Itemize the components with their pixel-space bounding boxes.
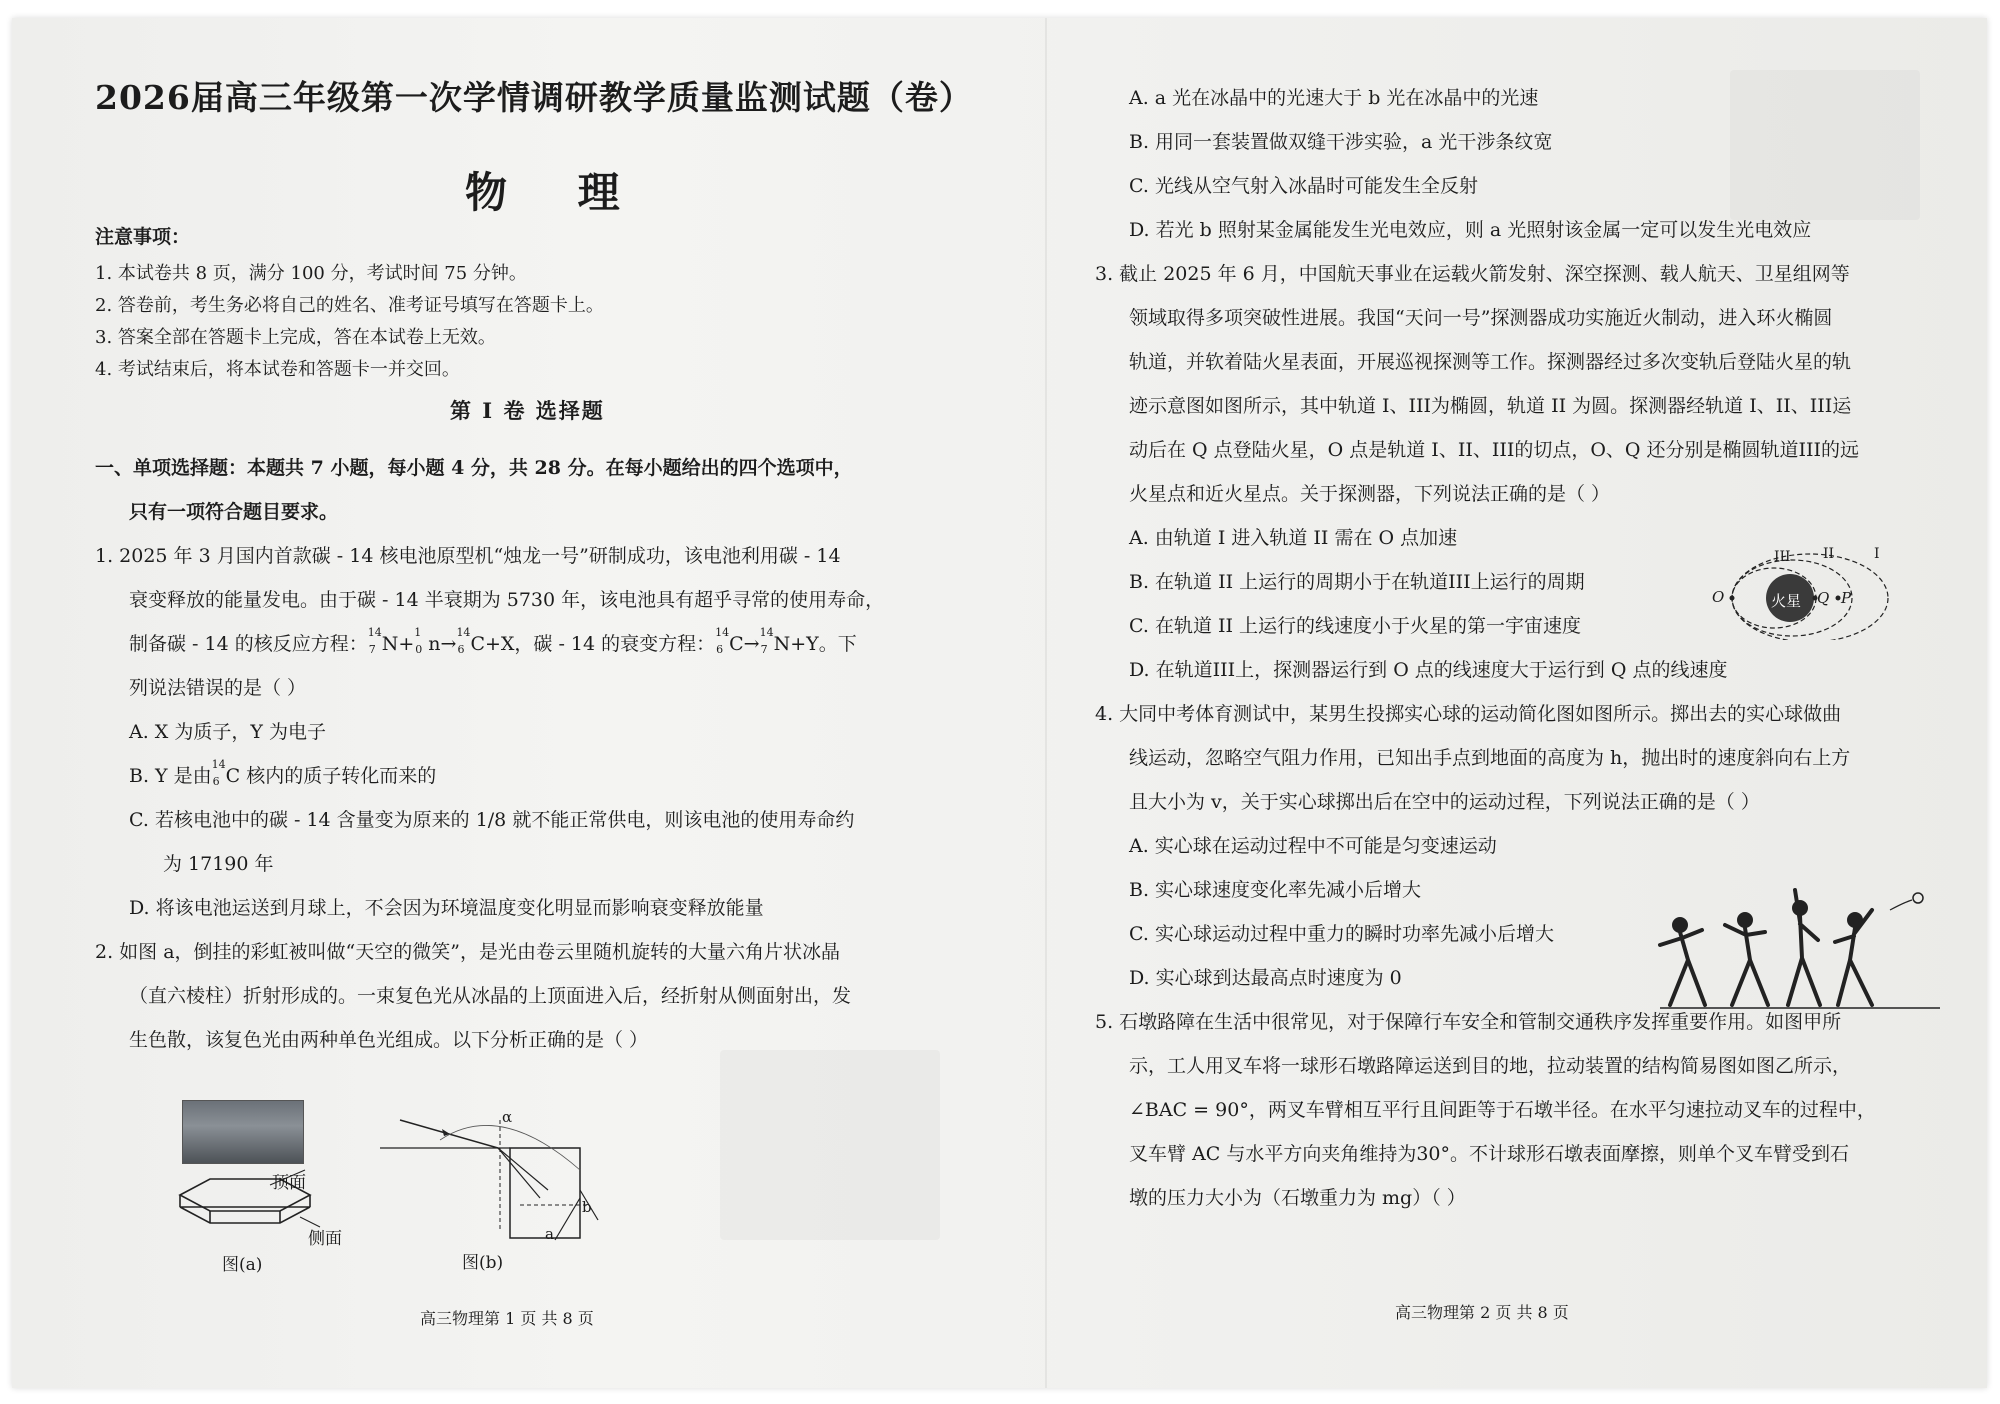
- question-3-option-c: C. 在轨道 II 上运行的线速度小于火星的第一宇宙速度: [1129, 615, 1582, 637]
- isotope-notation: 1 0: [414, 626, 423, 656]
- question-1-option-c: C. 若核电池中的碳 - 14 含量变为原来的 1/8 就不能正常供电，则该电池的使用寿命约: [129, 809, 855, 831]
- part1-heading: 第 I 卷 选择题: [450, 398, 605, 423]
- mars-label: 火星: [1771, 592, 1802, 610]
- section-instruction: 一、单项选择题：本题共 7 小题，每小题 4 分，共 28 分。在每小题给出的四个选项中，: [95, 457, 853, 479]
- crystal-side-label: 侧面: [308, 1229, 342, 1249]
- angle-alpha-label: α: [502, 1108, 513, 1126]
- point-q-label: Q: [1817, 589, 1830, 607]
- ray-b-label: b: [582, 1198, 592, 1216]
- crystal-top-label: 顶面: [272, 1173, 306, 1193]
- question-3-text: 动后在 Q 点登陆火星，O 点是轨道 I、II、III的切点，O、Q 还分别是椭圆轨道III的远: [1129, 439, 1860, 461]
- orbit-2-label: II: [1823, 546, 1835, 562]
- question-4-text: 4. 大同中考体育测试中，某男生投掷实心球的运动简化图如图所示。掷出去的实心球做曲: [1095, 703, 1842, 725]
- question-1-option-a: A. X 为质子，Y 为电子: [129, 721, 326, 743]
- question-1-option-c: 为 17190 年: [163, 853, 274, 875]
- question-5-text: 墩的压力大小为（石墩重力为 mg）（ ）: [1129, 1187, 1466, 1209]
- note-item: 3. 答案全部在答题卡上完成，答在本试卷上无效。: [95, 327, 496, 348]
- question-2-option-c: C. 光线从空气射入冰晶时可能发生全反射: [1129, 175, 1478, 197]
- figure-a-caption: 图(a): [222, 1255, 263, 1275]
- question-1-text: 1. 2025 年 3 月国内首款碳 - 14 核电池原型机“烛龙一号”研制成功，该电池利用碳 - 14: [95, 545, 841, 567]
- notes-heading: 注意事项：: [95, 226, 191, 248]
- subject-title: 物 理: [465, 168, 648, 217]
- question-3-option-d: D. 在轨道III上，探测器运行到 O 点的线速度大于运行到 Q 点的线速度: [1129, 659, 1728, 681]
- note-item: 4. 考试结束后，将本试卷和答题卡一并交回。: [95, 359, 460, 380]
- page-footer-left: 高三物理第 1 页 共 8 页: [420, 1309, 594, 1328]
- isotope-notation: 14 7: [367, 626, 382, 656]
- point-p-label: P: [1841, 589, 1852, 607]
- ray-a-label: a: [545, 1225, 554, 1243]
- question-4-option-b: B. 实心球速度变化率先减小后增大: [1129, 879, 1422, 901]
- point-o-label: O: [1712, 588, 1725, 606]
- note-item: 1. 本试卷共 8 页，满分 100 分，考试时间 75 分钟。: [95, 263, 527, 284]
- question-3-text: 领域取得多项突破性进展。我国“天问一号”探测器成功实施近火制动，进入环火椭圆: [1129, 307, 1833, 329]
- isotope-notation: 14 6: [456, 626, 471, 656]
- question-4-text: 且大小为 v，关于实心球掷出后在空中的运动过程，下列说法正确的是（ ）: [1129, 791, 1760, 813]
- refraction-diagram: [380, 1110, 600, 1250]
- question-2-text: （直六棱柱）折射形成的。一束复色光从冰晶的上顶面进入后，经折射从侧面射出，发: [129, 985, 852, 1007]
- question-2-option-d: D. 若光 b 照射某金属能发生光电效应，则 a 光照射该金属一定可以发生光电效应: [1129, 219, 1812, 241]
- isotope-notation: 14 7: [759, 626, 774, 656]
- question-5-text: 5. 石墩路障在生活中很常见，对于保障行车安全和管制交通秩序发挥重要作用。如图甲所: [1095, 1011, 1842, 1033]
- orbit-1-label: I: [1874, 546, 1880, 562]
- bleed-through: [720, 1050, 940, 1240]
- question-4-option-a: A. 实心球在运动过程中不可能是匀变速运动: [1129, 835, 1497, 857]
- question-5-text: 示，工人用叉车将一球形石墩路障运送到目的地，拉动装置的结构简易图如图乙所示，: [1129, 1055, 1852, 1077]
- figure-b-caption: 图(b): [462, 1253, 504, 1273]
- question-4-option-c: C. 实心球运动过程中重力的瞬时功率先减小后增大: [1129, 923, 1554, 945]
- question-3-text: 轨道，并软着陆火星表面，开展巡视探测等工作。探测器经过多次变轨后登陆火星的轨: [1129, 351, 1852, 373]
- question-2-text: 2. 如图 a，倒挂的彩虹被叫做“天空的微笑”，是光由卷云里随机旋转的大量六角片状冰晶: [95, 941, 840, 963]
- question-1-equation: 制备碳 - 14 的核反应方程： 14 7 N+ 1 0 n→ 14 6 C+X，碳 - 14 的衰变方程： 14 6 C→ 14 7 N+Y。下: [129, 626, 857, 656]
- note-item: 2. 答卷前，考生务必将自己的姓名、准考证号填写在答题卡上。: [95, 295, 604, 316]
- question-4-text: 线运动，忽略空气阻力作用，已知出手点到地面的高度为 h，抛出时的速度斜向右上方: [1129, 747, 1851, 769]
- question-1-option-b: B. Y 是由 14 6 C 核内的质子转化而来的: [129, 758, 437, 788]
- question-3-option-a: A. 由轨道 I 进入轨道 II 需在 O 点加速: [1129, 527, 1458, 549]
- question-1-text: 衰变释放的能量发电。由于碳 - 14 半衰期为 5730 年，该电池具有超乎寻常的使用寿命，: [129, 589, 885, 611]
- question-3-text: 火星点和近火星点。关于探测器，下列说法正确的是（ ）: [1129, 483, 1611, 505]
- left-column: [95, 446, 995, 1062]
- question-2-option-a: A. a 光在冰晶中的光速大于 b 光在冰晶中的光速: [1129, 87, 1539, 109]
- page-fold: [1045, 18, 1047, 1388]
- right-column: [1095, 76, 1955, 1220]
- question-3-option-b: B. 在轨道 II 上运行的周期小于在轨道III上运行的周期: [1129, 571, 1585, 593]
- question-2-option-b: B. 用同一套装置做双缝干涉实验，a 光干涉条纹宽: [1129, 131, 1553, 153]
- section-instruction: 只有一项符合题目要求。: [129, 501, 339, 523]
- rainbow-photo: [182, 1100, 304, 1164]
- question-5-text: ∠BAC = 90°，两叉车臂相互平行且间距等于石墩半径。在水平匀速拉动叉车的过程中，: [1129, 1099, 1876, 1121]
- shot-put-thrower-figure: [1650, 880, 1950, 1015]
- page-footer-right: 高三物理第 2 页 共 8 页: [1395, 1303, 1569, 1322]
- question-3-text: 3. 截止 2025 年 6 月，中国航天事业在运载火箭发射、深空探测、载人航天、卫星组网等: [1095, 263, 1850, 285]
- question-4-option-d: D. 实心球到达最高点时速度为 0: [1129, 967, 1402, 989]
- isotope-notation: 14 6: [211, 758, 226, 788]
- isotope-notation: 14 6: [715, 626, 730, 656]
- question-5-text: 叉车臂 AC 与水平方向夹角维持为30°。不计球形石墩表面摩擦，则单个叉车臂受到石: [1129, 1143, 1850, 1165]
- exam-title: 2026届高三年级第一次学情调研教学质量监测试题（卷）: [95, 78, 973, 117]
- orbit-3-label: III: [1774, 549, 1791, 565]
- orbit-diagram: [1710, 530, 1890, 640]
- question-1-text: 列说法错误的是（ ）: [129, 677, 307, 699]
- question-2-text: 生色散，该复色光由两种单色光组成。以下分析正确的是（ ）: [129, 1029, 649, 1051]
- notes-list: [95, 258, 604, 386]
- question-1-option-d: D. 将该电池运送到月球上，不会因为环境温度变化明显而影响衰变释放能量: [129, 897, 764, 919]
- question-3-text: 迹示意图如图所示，其中轨道 I、III为椭圆，轨道 II 为圆。探测器经轨道 I、II、III运: [1129, 395, 1852, 417]
